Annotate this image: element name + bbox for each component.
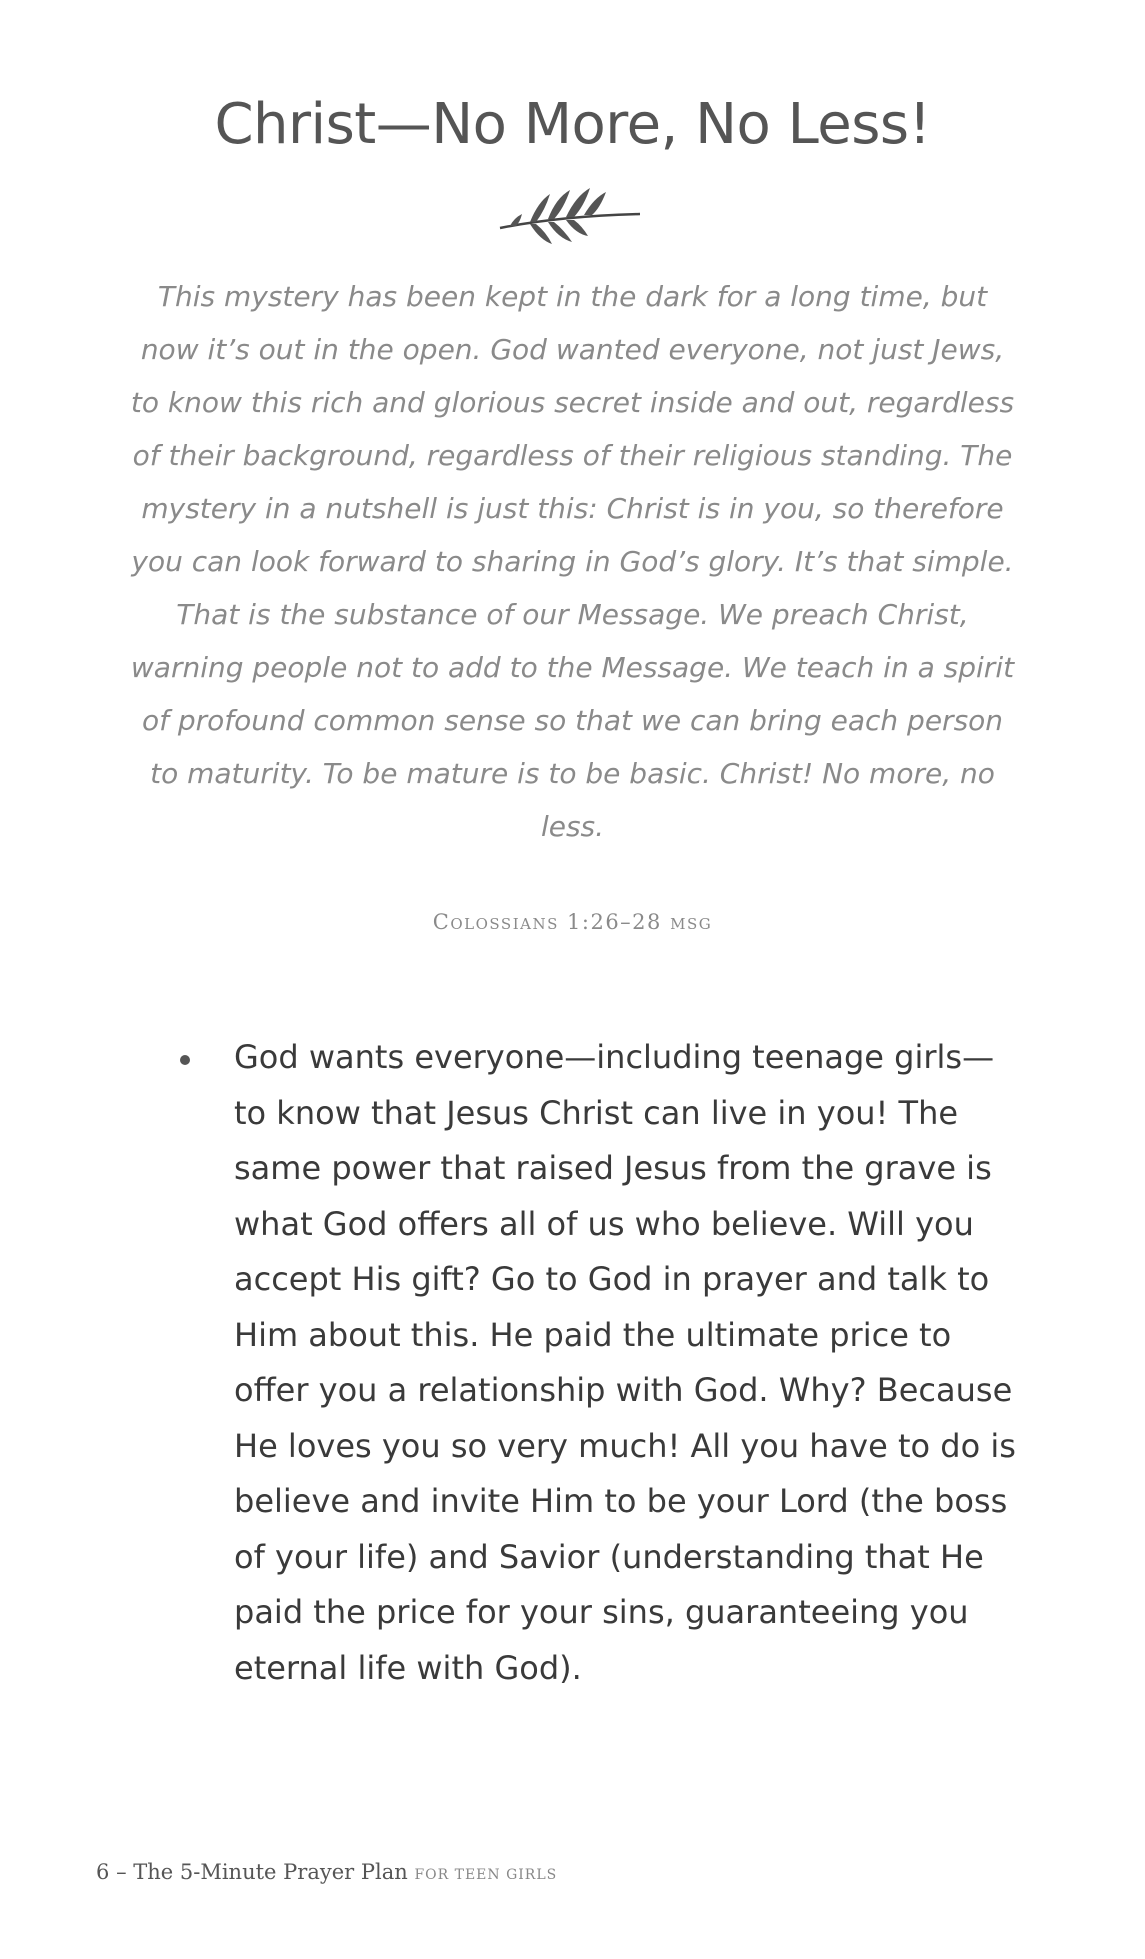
scripture-passage: This mystery has been kept in the dark for a long time, but now it’s out in the open. God wanted everyone, not just Jews, to know this rich and glorious secret inside and out, regardless of their background, regardless of their religious standing. The mystery in a nutshell is just this: Christ is in you, so therefore you can look forward to sharing in God’s glory. It’s that simple. That is the substance of our Message. We preach Christ, warning people not to add to the Message. We teach in a spirit of profound common sense so that we can bring each person to maturity. To be mature is to be basic. Christ! No more, no less. (130, 280, 1015, 843)
bullet-text: God wants everyone—including teenage girls—to know that Jesus Christ can live in you! The same power that raised Jesus from the grave is what God offers all of us who believe. Will you accept His gift? Go to God in prayer and talk to Him about this. He paid the ultimate price to offer you a relationship with God. Why? Because He loves you so very much! All you have to do is believe and invite Him to be your Lord (the boss of your life) and Savior (understanding that He paid the price for your sins, guaranteeing you eternal life with God). (234, 1038, 1016, 1687)
footer-book-title: The 5-Minute Prayer Plan (133, 1860, 408, 1884)
footer-separator: – (116, 1860, 127, 1884)
footer-page-number: 6 (96, 1860, 110, 1884)
bullet-icon (180, 1055, 190, 1065)
page-title: Christ—No More, No Less! (214, 92, 931, 157)
footer-book-subtitle: FOR TEEN GIRLS (414, 1867, 558, 1883)
scripture-reference: Colossians 1:26–28 msg (432, 910, 713, 934)
leaf-sprig-icon (490, 180, 650, 250)
page-footer (96, 1860, 696, 1884)
